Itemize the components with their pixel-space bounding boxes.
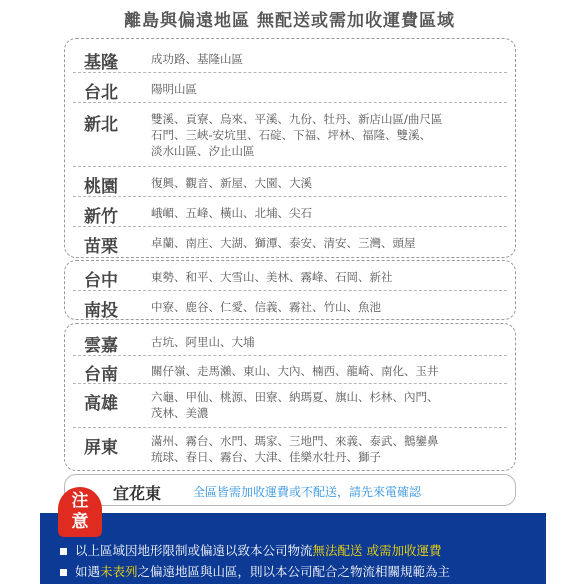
county-name: 宜花東: [113, 484, 162, 503]
region-panel-north: [64, 38, 516, 258]
region-row: [65, 326, 515, 356]
region-row: [65, 356, 515, 384]
eastern-region-box: [64, 474, 516, 506]
town-list: 成功路、基隆山區: [151, 52, 243, 66]
region-row: [65, 428, 515, 470]
badge-char: 注: [71, 491, 89, 511]
region-panel-south: [64, 323, 516, 471]
county-name: 台南: [84, 365, 118, 385]
region-row: [65, 43, 515, 73]
region-panel-central: [64, 260, 516, 320]
county-name: 南投: [84, 301, 118, 321]
town-list: 雙溪、貢寮、烏來、平溪、九份、牡丹、新店山區/曲尺區 石門、三峽-安坑里、石碇、下福、坪林、福隆、雙溪、 淡水山區、汐止山區: [151, 112, 443, 158]
bullet-icon: [60, 569, 67, 576]
notice-line-2: [60, 562, 450, 580]
region-row: [65, 197, 515, 227]
town-list: 中寮、鹿谷、仁愛、信義、霧社、竹山、魚池: [151, 300, 381, 314]
town-list: 東勢、和平、大雪山、美林、霧峰、石岡、新社: [151, 270, 393, 284]
region-row: [65, 103, 515, 167]
region-row: [65, 291, 515, 321]
county-name: 苗栗: [84, 237, 118, 257]
eastern-region-note: 全區皆需加收運費或不配送，請先來電確認: [193, 485, 422, 499]
bullet-icon: [60, 548, 67, 555]
county-name: 基隆: [84, 53, 118, 73]
notice-text: 以上區域因地形限制或偏遠以致本公司物流: [75, 543, 313, 558]
town-list: 峨嵋、五峰、橫山、北埔、尖石: [151, 206, 312, 220]
notice-banner: [40, 513, 546, 584]
county-name: 新竹: [84, 207, 118, 227]
notice-line-1: [60, 541, 442, 559]
county-name: 雲嘉: [84, 336, 118, 356]
notice-text: 之偏遠地區與山區，則以本公司配合之物流相關規範為主: [137, 564, 451, 579]
town-list: 陽明山區: [151, 82, 197, 96]
region-row: [65, 261, 515, 291]
county-name: 桃園: [84, 177, 118, 197]
town-list: 卓蘭、南庄、大湖、獅潭、泰安、清安、三灣、頭屋: [151, 236, 416, 250]
town-list: 滿州、霧台、水門、瑪家、三地門、來義、泰武、鵝鑾鼻 琉球、春日、霧台、大津、佳樂水牡丹、獅子: [151, 434, 439, 464]
region-row: [65, 167, 515, 197]
county-name: 新北: [84, 115, 118, 135]
county-name: 台中: [84, 271, 118, 291]
county-name: 台北: [84, 83, 118, 103]
town-list: 六龜、甲仙、桃源、田寮、納瑪夏、旗山、杉林、內門、 茂林、美濃: [151, 390, 439, 420]
county-name: 高雄: [84, 394, 118, 414]
notice-badge: [58, 487, 102, 537]
page-title: 離島與偏遠地區 無配送或需加收運費區域: [124, 11, 455, 31]
region-row: [65, 73, 515, 103]
notice-highlight: 未表列: [100, 564, 138, 579]
region-row: [65, 384, 515, 428]
town-list: 復興、觀音、新屋、大園、大溪: [151, 176, 312, 190]
town-list: 關仔嶺、走馬瀨、東山、大內、楠西、龍崎、南化、玉井: [151, 364, 439, 378]
notice-highlight: 無法配送 或需加收運費: [312, 543, 442, 558]
badge-char: 意: [71, 512, 89, 532]
town-list: 古坑、阿里山、大埔: [151, 335, 255, 349]
notice-text: 如遇: [75, 564, 101, 579]
region-row: [65, 227, 515, 257]
county-name: 屏東: [84, 438, 118, 458]
